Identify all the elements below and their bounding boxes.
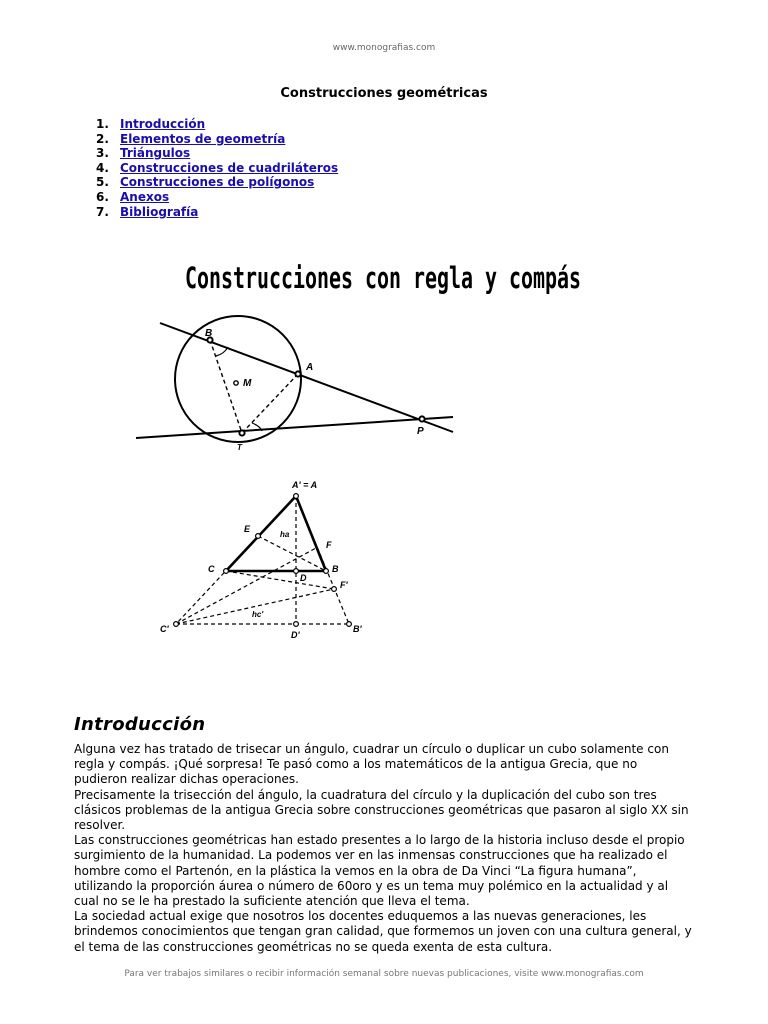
point-bp (347, 622, 352, 627)
toc-item (96, 205, 338, 220)
label-dp: D' (291, 630, 300, 640)
point-fp (332, 587, 337, 592)
toc-link-bibliografia[interactable]: Bibliografía (120, 204, 199, 219)
toc-link-anexos[interactable]: Anexos (120, 189, 170, 204)
point-cp (174, 622, 179, 627)
label-c: C (208, 564, 215, 574)
label-hc: hc' (252, 610, 264, 619)
point-d (294, 569, 299, 574)
secant-line (160, 323, 453, 432)
toc-link-triangulos[interactable]: Triángulos (120, 146, 191, 161)
intro-body (74, 742, 694, 955)
intro-paragraph: Precisamente la trisección del ángulo, la cuadratura del círculo y la duplicación del cubo son tres clásicos problemas de la antigua Grecia sobre construcciones geométricas que pasaron al siglo XX sin resolver. (74, 787, 689, 833)
label-d: D (300, 573, 307, 583)
chord-bt (210, 340, 242, 433)
toc-item (96, 117, 338, 132)
intro-paragraph: La sociedad actual exige que nosotros los docentes eduquemos a las nuevas generaciones, les brindemos conocimientos que tengan gran calidad, que formemos un joven con una cultura general, y el tema de las construcciones geométricas no se queda exenta de esta cultura. (74, 909, 692, 954)
intro-paragraph: Las construcciones geométricas han estado presentes a lo largo de la historia incluso desde el propio surgimiento de la humanidad. La podemos ver en las inmensas construcciones que ha realizado el hombre como el Partenón, en la plástica la vemos en la obra de Da Vinci “La figura humana”, utilizando la proporción áurea o número de 60oro y es un tema muy polémico en la actualidad y al cual no se le ha prestado la suficiente atención que lleva el tema. (74, 833, 685, 909)
label-apex: A' = A (292, 480, 318, 490)
toc-link-poligonos[interactable]: Construcciones de polígonos (120, 175, 315, 190)
section-heading-introduccion: Introducción (74, 714, 206, 735)
point-tri-b (324, 569, 329, 574)
label-e: E (244, 524, 251, 534)
point-t (239, 430, 244, 435)
point-e (256, 534, 261, 539)
label-ha: ha (280, 530, 290, 539)
dashed-e-b (258, 536, 326, 571)
tangent-line (136, 417, 453, 438)
toc-item (96, 146, 338, 161)
table-of-contents (96, 117, 338, 219)
point-c (224, 569, 229, 574)
label-cp: C' (160, 624, 169, 634)
triangle-diagram (174, 494, 352, 627)
toc-number: 4. (96, 160, 109, 175)
toc-number: 3. (96, 146, 109, 161)
label-b: B (205, 328, 213, 339)
point-apex (294, 494, 299, 499)
label-bp: B' (353, 624, 362, 634)
toc-item (96, 132, 338, 147)
point-dp (294, 622, 299, 627)
toc-link-introduccion[interactable]: Introducción (120, 117, 206, 131)
figure-title: Construcciones con regla y compás (185, 261, 581, 295)
circle-tangent-diagram (136, 316, 453, 442)
toc-item (96, 190, 338, 205)
label-fp: F' (340, 580, 348, 590)
toc-link-cuadrilateros[interactable]: Construcciones de cuadriláteros (120, 160, 339, 175)
toc-number: 7. (96, 204, 109, 219)
label-p: P (417, 426, 424, 437)
site-footer: Para ver trabajos similares o recibir información semanal sobre nuevas publicaciones, visite www.monografias.com (124, 969, 644, 979)
toc-link-elementos[interactable]: Elementos de geometría (120, 131, 286, 146)
toc-number: 1. (96, 117, 109, 131)
toc-number: 6. (96, 189, 109, 204)
triangle-acb (226, 496, 326, 571)
point-a (295, 371, 300, 376)
geometry-figure (120, 252, 620, 652)
label-tri-b: B (332, 564, 339, 574)
toc-number: 2. (96, 131, 109, 146)
dashed-c-fp (226, 571, 334, 589)
site-header: www.monografias.com (332, 43, 436, 53)
label-f: F (326, 540, 332, 550)
dashed-cp-f (176, 548, 316, 624)
intro-paragraph: Alguna vez has tratado de trisecar un ángulo, cuadrar un círculo o duplicar un cubo solamente con regla y compás. ¡Qué sorpresa! Te pasó como a los matemáticos de la antigua Grecia, que no pudieron realizar dichas operaciones. (74, 742, 669, 787)
toc-item (96, 175, 338, 190)
point-p (419, 416, 424, 421)
toc-number: 5. (96, 175, 109, 190)
point-m (234, 381, 238, 385)
label-m: M (243, 378, 252, 389)
label-a: A (306, 362, 314, 373)
toc-item (96, 161, 338, 176)
document-title: Construcciones geométricas (280, 86, 488, 101)
label-t: T (237, 443, 242, 452)
